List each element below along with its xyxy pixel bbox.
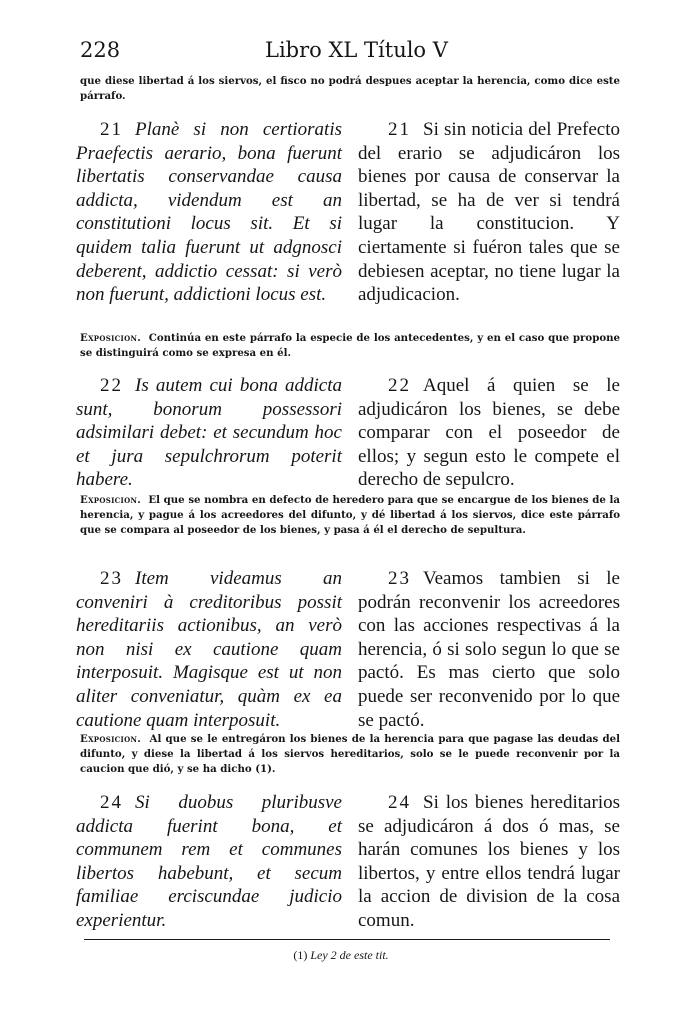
latin-text: Is autem cui bona addicta sunt, bonorum possessori adsimilari debet: et secundum hoc et jura sepulchrorum poterit habere. (76, 375, 342, 491)
exposition-note (80, 331, 620, 361)
paragraph-number: 21 (388, 119, 411, 140)
paragraph-number: 23 (388, 568, 411, 589)
exposition-note (80, 732, 620, 777)
spanish-paragraph (358, 374, 620, 492)
spanish-paragraph (358, 118, 620, 307)
spanish-paragraph (358, 791, 620, 933)
latin-text: Planè si non certioratis Praefectis aerario, bona fuerunt libertatis conservandae causa addicta, videndum est an constitutioni locus sit. Et si quidem talia fuerunt ut adgnosci deberent, addictio cessat: si verò non fuerunt, addictioni locus est. (76, 119, 342, 306)
paragraph-number: 23 (100, 568, 123, 589)
exposition-text: Continúa en este párrafo la especie de los antecedentes, y en el caso que propone se distinguirá como se expresa en él. (80, 332, 621, 359)
latin-paragraph (76, 567, 342, 732)
continuation-note: que diese libertad á los siervos, el fisco no podrá despues aceptar la herencia, como dice este párrafo. (80, 75, 620, 102)
footnote-marker: (1) (293, 948, 308, 962)
spanish-text: Si sin noticia del Prefecto del erario se adjudicáron los bienes por causa de conservar la libertad, se ha de ver si tendrá lugar la constitucion. Y ciertamente si fuéron tales que se debiesen aceptar, no tiene lugar la adjudicacion. (358, 119, 620, 306)
latin-paragraph (76, 791, 342, 933)
paragraph-number: 22 (388, 375, 411, 396)
latin-paragraph (76, 374, 342, 492)
paragraph-number: 22 (100, 375, 123, 396)
exposition-text: El que se nombra en defecto de heredero para que se encargue de los bienes de la herencia, y pague á los acreedores del difunto, y dé libertad á los siervos, dice este párrafo que se compara al poseedor de los bienes, y pasa á él el derecho de sepultura. (80, 494, 620, 536)
exposition-label: Exposicion. (80, 733, 142, 745)
footnote-rule (84, 939, 610, 940)
paragraph-number: 24 (388, 792, 411, 813)
spanish-text: Aquel á quien se le adjudicáron los bienes, se debe comparar con el poseedor de ellos; y segun esto le compete el derecho de sepulcro. (358, 375, 620, 491)
paragraph-number: 24 (100, 792, 123, 813)
footnote (0, 948, 682, 963)
page-header (80, 38, 620, 66)
exposition-label: Exposicion. (80, 332, 142, 344)
spanish-text: Si los bienes hereditarios se adjudicáron á dos ó mas, se harán comunes los bienes y los libertos, y entre ellos tendrá lugar la accion de division de la cosa comun. (358, 792, 620, 931)
footnote-text: Ley 2 de este tit. (310, 948, 389, 962)
exposition-text: Al que se le entregáron los bienes de la herencia para que pagase las deudas del difunto, y diese la libertad á los siervos hereditarios, solo se le puede reconvenir por la caucion que dió, y se ha dicho (1). (80, 733, 620, 775)
exposition-note (80, 493, 620, 538)
page-number: 228 (80, 38, 121, 62)
latin-paragraph (76, 118, 342, 307)
paragraph-number: 21 (100, 119, 123, 140)
spanish-paragraph (358, 567, 620, 732)
spanish-text: Veamos tambien si le podrán reconvenir los acreedores con las acciones respectivas á la herencia, ó si solo segun lo que se pactó. Es mas cierto que solo puede ser reconvenido por lo que se pactó. (358, 568, 620, 731)
latin-text: Item videamus an conveniri à creditoribus possit hereditariis actionibus, an verò non nisi ex cautione quam interposuit. Magisque est ut non aliter conveniatur, quàm ex ea cautione quam interposuit. (76, 568, 342, 731)
exposition-label: Exposicion. (80, 494, 142, 506)
latin-text: Si duobus pluribusve addicta fuerint bona, et communem rem et communes libertos habebunt, et secum familiae erciscundae judicio experientur. (76, 792, 342, 931)
running-head: Libro XL Título V (265, 38, 448, 62)
